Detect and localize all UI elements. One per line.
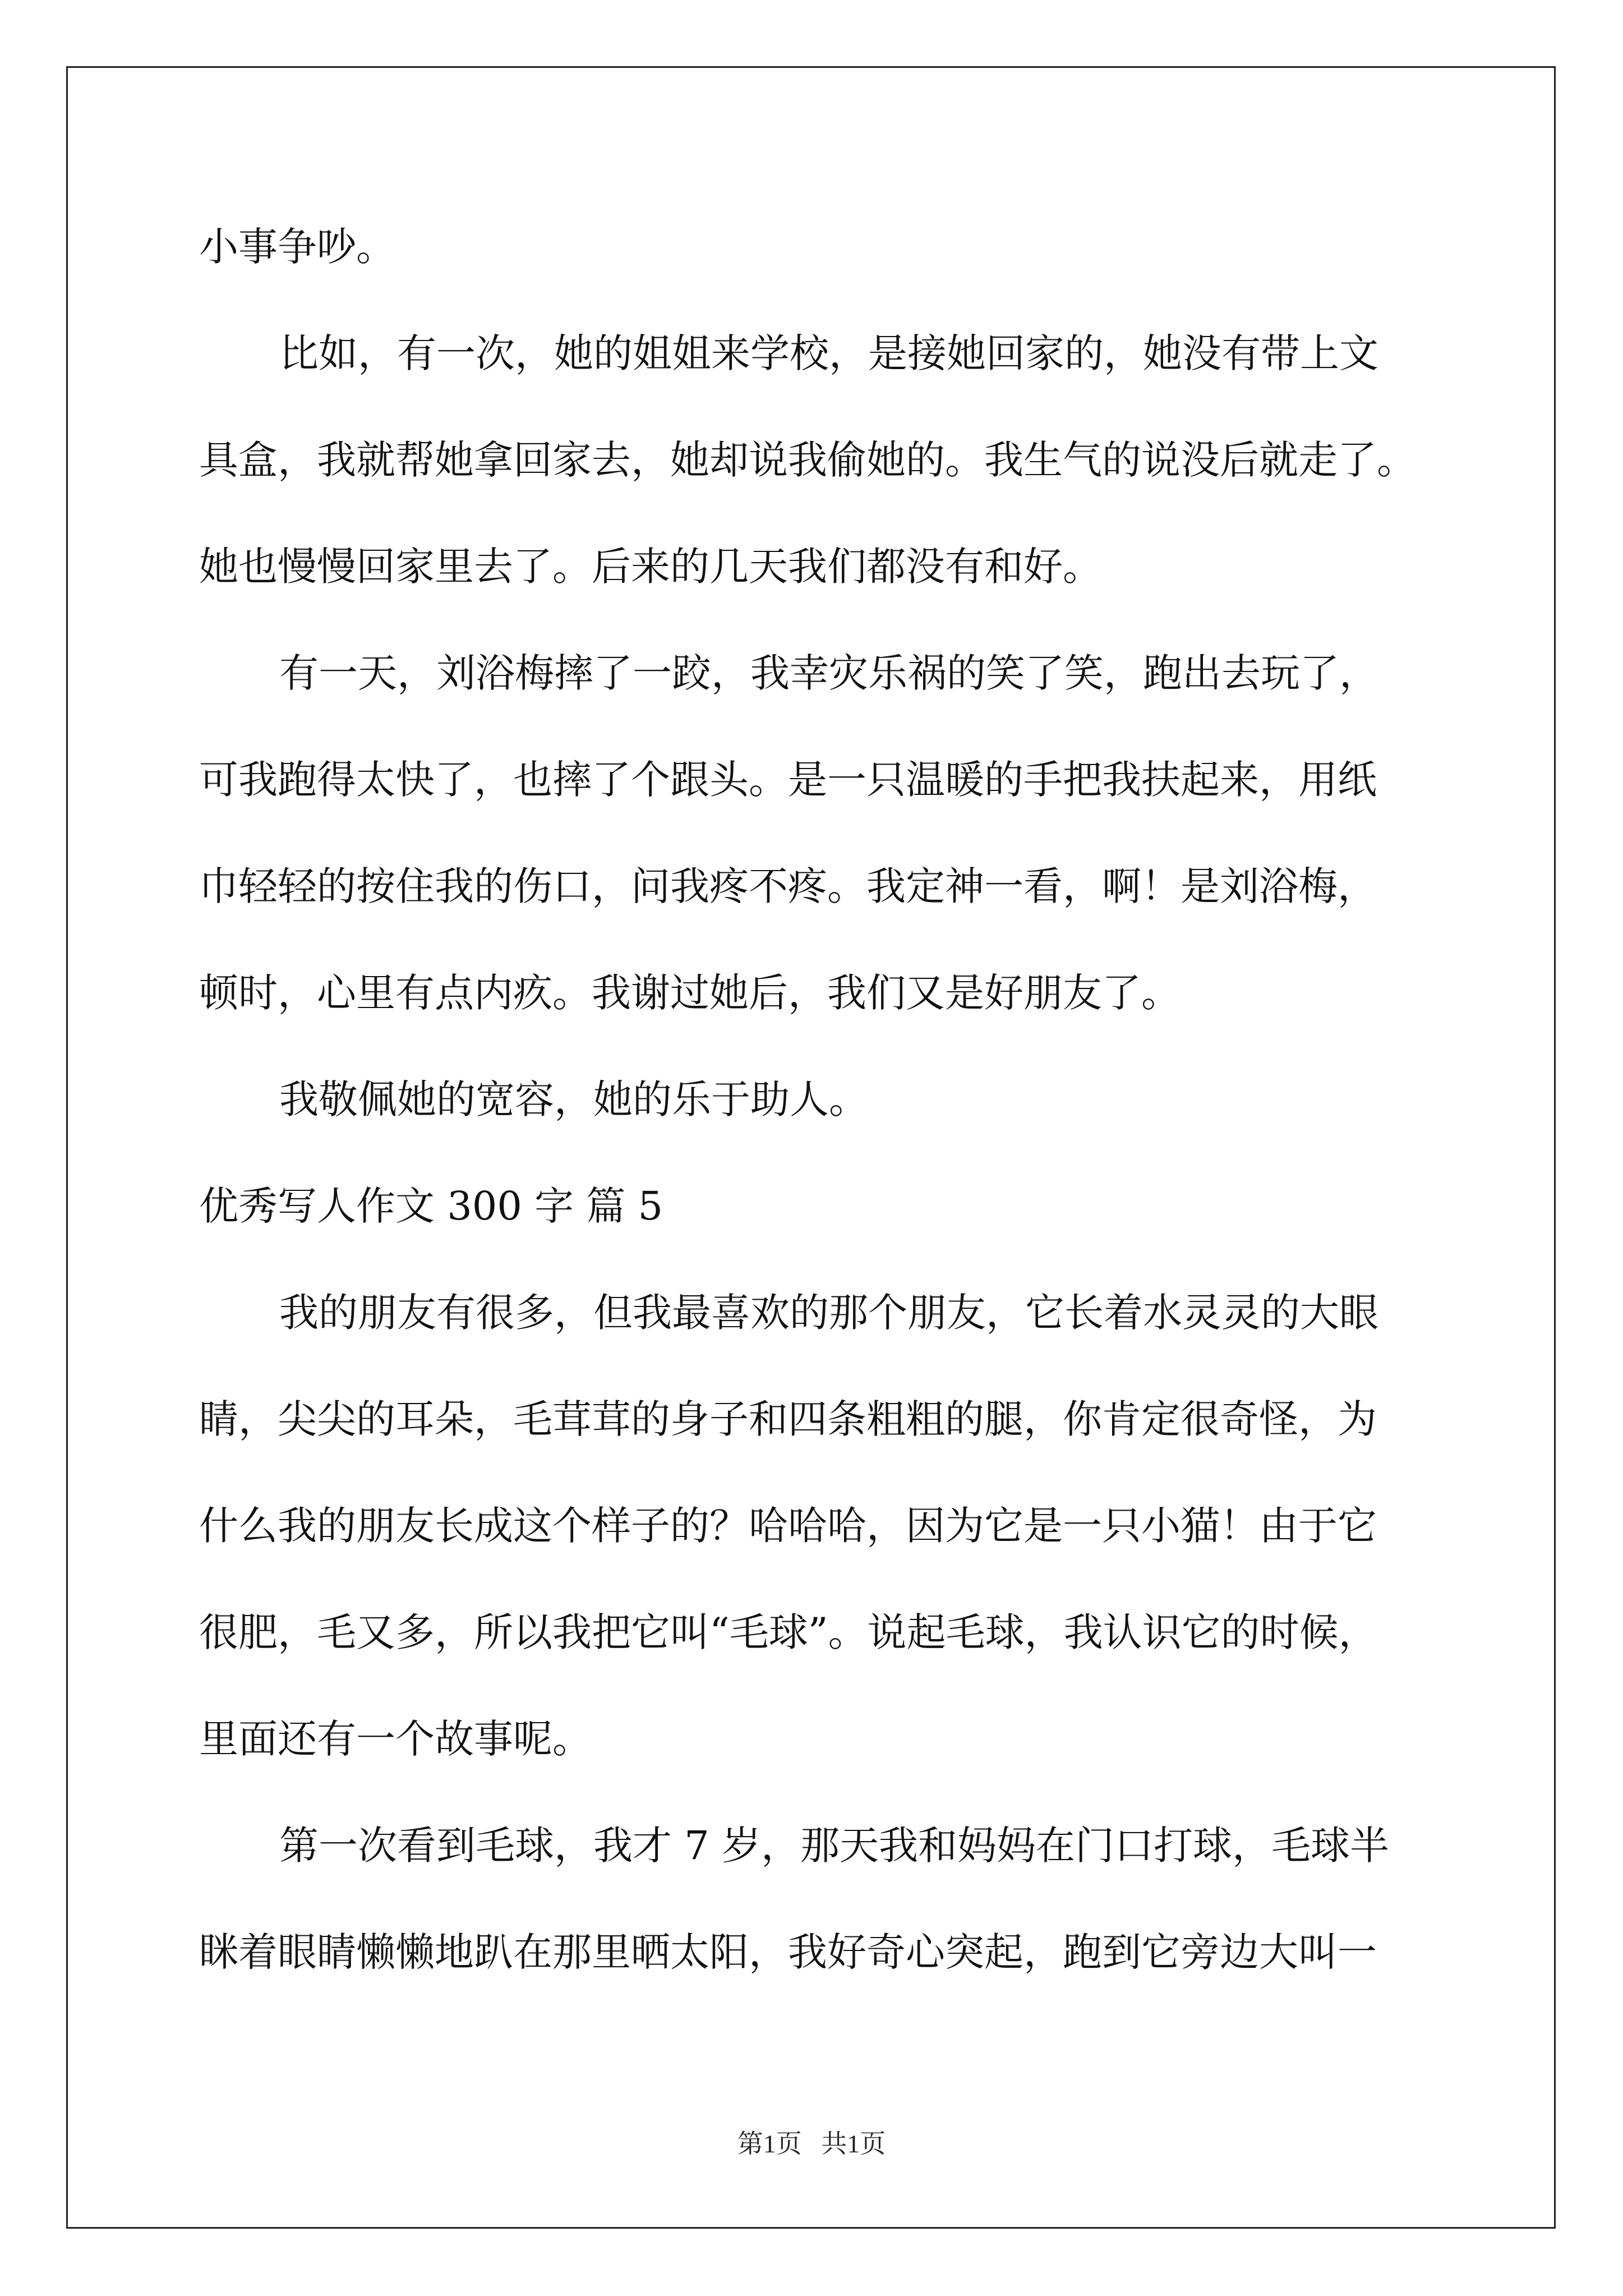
paragraph-start-line: 比如，有一次，她的姐姐来学校，是接她回家的，她没有带上文 xyxy=(279,330,1378,376)
section-heading: 优秀写人作文 300 字 篇 5 xyxy=(199,1183,663,1229)
page-border xyxy=(66,66,1556,2229)
text-line: 睛，尖尖的耳朵，毛茸茸的身子和四条粗粗的腿，你肯定很奇怪，为 xyxy=(199,1396,1377,1442)
text-line: 很肥，毛又多，所以我把它叫“毛球”。说起毛球，我认识它的时候， xyxy=(199,1609,1378,1655)
text-line: 她也慢慢回家里去了。后来的几天我们都没有和好。 xyxy=(199,544,1102,590)
text-line: 小事争吵。 xyxy=(199,224,395,270)
text-line: 眯着眼睛懒懒地趴在那里晒太阳，我好奇心突起，跑到它旁边大叫一 xyxy=(199,1929,1377,1975)
page-footer: 第1页 共1页 xyxy=(737,2129,886,2158)
paragraph-start-line: 我的朋友有很多，但我最喜欢的那个朋友，它长着水灵灵的大眼 xyxy=(279,1290,1378,1336)
text-line: 里面还有一个故事呢。 xyxy=(199,1716,592,1762)
text-line: 什么我的朋友长成这个样子的？哈哈哈，因为它是一只小猫！由于它 xyxy=(199,1503,1377,1549)
paragraph-start-line: 第一次看到毛球，我才 7 岁，那天我和妈妈在门口打球，毛球半 xyxy=(279,1823,1390,1869)
text-line: 可我跑得太快了，也摔了个跟头。是一只温暖的手把我扶起来，用纸 xyxy=(199,757,1377,803)
text-line: 具盒，我就帮她拿回家去，她却说我偷她的。我生气的说没后就走了。 xyxy=(199,437,1416,483)
text-line: 巾轻轻的按住我的伤口，问我疼不疼。我定神一看，啊！是刘浴梅， xyxy=(199,863,1377,909)
paragraph-start-line: 我敬佩她的宽容，她的乐于助人。 xyxy=(279,1076,868,1122)
paragraph-start-line: 有一天，刘浴梅摔了一跤，我幸灾乐祸的笑了笑，跑出去玩了， xyxy=(279,650,1378,696)
text-line: 顿时，心里有点内疚。我谢过她后，我们又是好朋友了。 xyxy=(199,970,1181,1016)
